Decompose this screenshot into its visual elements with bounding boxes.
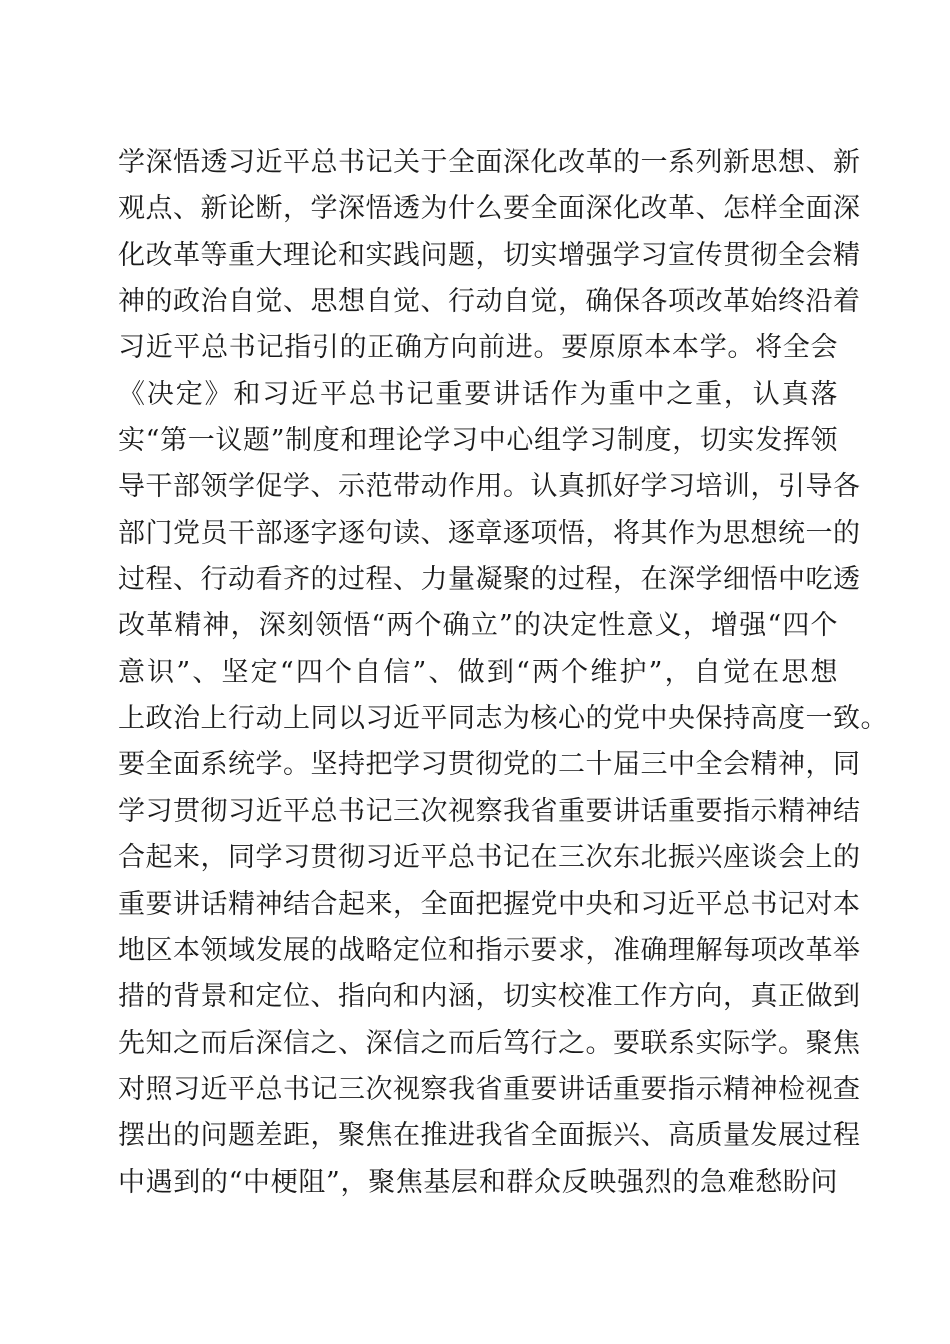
text-line: 先知之而后深信之、深信之而后笃行之。要联系实际学。聚焦 [118, 1027, 861, 1059]
text-line: 《决定》和习近平总书记重要讲话作为重中之重，认真落 [118, 378, 838, 410]
text-line: 习近平总书记指引的正确方向前进。要原原本本学。将全会 [118, 332, 838, 364]
body-text [118, 140, 888, 1206]
text-line: 措的背景和定位、指向和内涵，切实校准工作方向，真正做到 [118, 981, 861, 1013]
text-line: 对照习近平总书记三次视察我省重要讲话重要指示精神检视查 [118, 1073, 861, 1105]
text-line: 中遇到的“中梗阻”，聚焦基层和群众反映强烈的急难愁盼问 [118, 1166, 838, 1198]
text-line: 部门党员干部逐字逐句读、逐章逐项悟，将其作为思想统一的 [118, 517, 861, 549]
text-line: 神的政治自觉、思想自觉、行动自觉，确保各项改革始终沿着 [118, 286, 861, 318]
text-line: 意识”、坚定“四个自信”、做到“两个维护”，自觉在思想 [118, 656, 838, 688]
text-line: 地区本领域发展的战略定位和指示要求，准确理解每项改革举 [118, 934, 861, 966]
text-line: 观点、新论断，学深悟透为什么要全面深化改革、怎样全面深 [118, 193, 861, 225]
text-line: 合起来，同学习贯彻习近平总书记在三次东北振兴座谈会上的 [118, 842, 861, 874]
text-line: 摆出的问题差距，聚焦在推进我省全面振兴、高质量发展过程 [118, 1120, 861, 1152]
text-line: 要全面系统学。坚持把学习贯彻党的二十届三中全会精神，同 [118, 749, 861, 781]
text-line: 学习贯彻习近平总书记三次视察我省重要讲话重要指示精神结 [118, 795, 861, 827]
text-line: 上政治上行动上同以习近平同志为核心的党中央保持高度一致。 [118, 703, 888, 735]
text-line: 实“第一议题”制度和理论学习中心组学习制度，切实发挥领 [118, 425, 838, 457]
text-line: 学深悟透习近平总书记关于全面深化改革的一系列新思想、新 [118, 147, 861, 178]
text-line: 过程、行动看齐的过程、力量凝聚的过程，在深学细悟中吃透 [118, 564, 861, 596]
text-line: 重要讲话精神结合起来，全面把握党中央和习近平总书记对本 [118, 888, 861, 920]
text-line: 导干部领学促学、示范带动作用。认真抓好学习培训，引导各 [118, 471, 861, 503]
text-line: 改革精神，深刻领悟“两个确立”的决定性意义，增强“四个 [118, 610, 838, 642]
text-line: 化改革等重大理论和实践问题，切实增强学习宣传贯彻全会精 [118, 239, 861, 271]
